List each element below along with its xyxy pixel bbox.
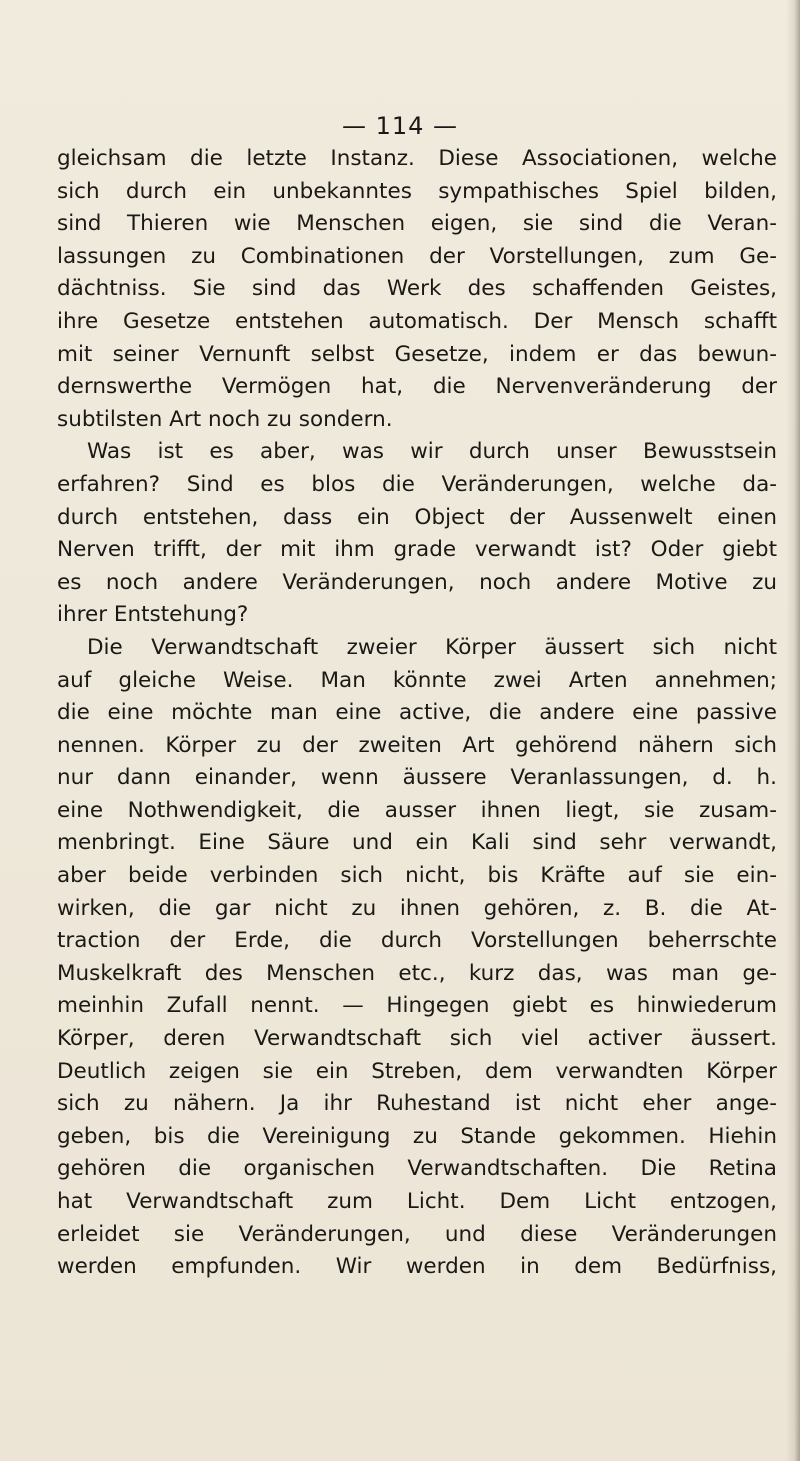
text-line: sind Thieren wie Menschen eigen, sie sind die Veran- [57,211,777,237]
text-line: nur dann einander, wenn äussere Veranlassungen, d. h. [57,765,777,791]
text-line: geben, bis die Vereinigung zu Stande gekommen. Hiehin [57,1123,777,1149]
text-line: gleichsam die letzte Instanz. Diese Associationen, welche [57,146,777,171]
text-line: es noch andere Veränderungen, noch andere Motive zu [57,569,777,595]
page-number-header: — 114 — [341,112,459,140]
text-line: erfahren? Sind es blos die Veränderungen, welche da- [57,471,777,497]
text-line: traction der Erde, die durch Vorstellungen beherrschte [57,928,777,954]
text-line: durch entstehen, dass ein Object der Aussenwelt einen [57,504,777,530]
text-line: gehören die organischen Verwandtschaften. Die Retina [57,1156,777,1182]
text-line: nennen. Körper zu der zweiten Art gehörend nähern sich [57,732,777,758]
text-line: Die Verwandtschaft zweier Körper äussert sich nicht [87,634,777,660]
text-line: dernswerthe Vermögen hat, die Nervenveränderung der [57,374,777,400]
text-line: sich zu nähern. Ja ihr Ruhestand ist nicht eher ange- [57,1091,777,1117]
text-line: wirken, die gar nicht zu ihnen gehören, z. B. die At- [57,895,777,921]
text-line: Körper, deren Verwandtschaft sich viel activer äussert. [57,1026,777,1052]
page-edge-shadow [786,0,800,1461]
text-line: meinhin Zufall nennt. — Hingegen giebt es hinwiederum [57,993,777,1019]
text-line: werden empfunden. Wir werden in dem Bedürfniss, [57,1254,777,1280]
text-line: sich durch ein unbekanntes sympathisches Spiel bilden, [57,178,777,204]
body-text [57,143,777,1284]
text-line: erleidet sie Veränderungen, und diese Veränderungen [57,1221,777,1247]
text-line: menbringt. Eine Säure und ein Kali sind sehr verwandt, [57,830,777,856]
text-line: die eine möchte man eine active, die andere eine passive [57,700,777,726]
text-line: ihrer Entstehung? [57,602,249,628]
text-line: auf gleiche Weise. Man könnte zwei Arten annehmen; [57,667,777,693]
text-line: lassungen zu Combinationen der Vorstellungen, zum Ge- [57,243,777,269]
text-line: aber beide verbinden sich nicht, bis Kräfte auf sie ein- [57,863,777,889]
text-line: dächtniss. Sie sind das Werk des schaffenden Geistes, [57,276,777,302]
text-line: Deutlich zeigen sie ein Streben, dem verwandten Körper [57,1058,777,1084]
text-line: Muskelkraft des Menschen etc., kurz das, was man ge- [57,960,777,986]
text-line: eine Nothwendigkeit, die ausser ihnen liegt, sie zusam- [57,797,777,823]
text-line: ihre Gesetze entstehen automatisch. Der Mensch schafft [57,308,777,334]
text-line: mit seiner Vernunft selbst Gesetze, indem er das bewun- [57,341,777,367]
text-line: Was ist es aber, was wir durch unser Bewusstsein [87,439,777,465]
text-line: hat Verwandtschaft zum Licht. Dem Licht entzogen, [57,1189,777,1214]
text-line: subtilsten Art noch zu sondern. [57,406,393,432]
text-line: Nerven trifft, der mit ihm grade verwandt ist? Oder giebt [57,537,777,563]
